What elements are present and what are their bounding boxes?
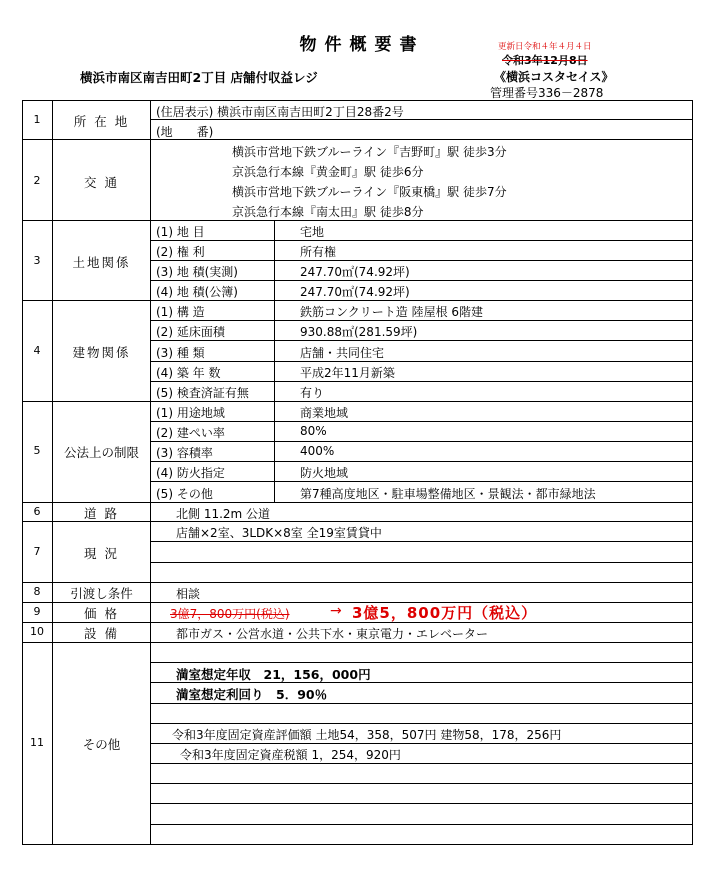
label-legal-restrictions: 公法上の制限 (63, 445, 139, 460)
document-title: 物件概要書 (299, 35, 425, 55)
land-key: (2) 権 利 (156, 245, 205, 259)
property-tax: 令和3年度固定資産税額 1，254，920円 (180, 748, 401, 762)
row-number: 5 (33, 444, 41, 457)
building-value: 鉄筋コンクリート造 陸屋根 6階建 (300, 305, 484, 319)
building-key: (4) 築 年 数 (156, 366, 221, 380)
row-number: 2 (33, 174, 41, 187)
land-value: 所有権 (300, 245, 337, 259)
price-arrow: → (330, 603, 342, 619)
row-number: 6 (33, 505, 41, 518)
legal-key: (1) 用途地域 (156, 406, 225, 420)
new-price: 3億5，800万円（税込） (352, 604, 538, 622)
label-delivery: 引渡し条件 (70, 586, 133, 601)
land-value: 宅地 (300, 225, 325, 239)
row-number: 11 (30, 736, 44, 749)
label-other: その他 (82, 737, 121, 752)
annual-income: 満室想定年収 21，156，000円 (176, 667, 371, 682)
gross-yield: 満室想定利回り 5．90％ (176, 687, 328, 702)
company-name: 《横浜コスタセイス》 (494, 70, 614, 84)
label-road: 道 路 (84, 506, 119, 521)
address-display: (住居表示) 横浜市南区南吉田町2丁目28番2号 (156, 105, 404, 119)
label-building: 建物関係 (72, 345, 131, 360)
delivery-value: 相談 (176, 587, 201, 601)
access-line: 京浜急行本線『南太田』駅 徒歩8分 (232, 205, 424, 219)
row-number: 7 (33, 545, 41, 558)
row-number: 4 (33, 344, 41, 357)
legal-value: 防火地域 (300, 466, 349, 480)
land-key: (4) 地 積(公簿) (156, 285, 238, 299)
building-key: (1) 構 造 (156, 305, 205, 319)
legal-value: 400% (300, 444, 335, 458)
access-line: 京浜急行本線『黄金町』駅 徒歩6分 (232, 165, 424, 179)
old-date: 令和3年12月8日 (502, 54, 588, 67)
row-number: 3 (33, 254, 41, 267)
label-location: 所 在 地 (73, 114, 130, 129)
label-facilities: 設 備 (84, 626, 119, 641)
label-price: 価 格 (84, 606, 119, 621)
access-line: 横浜市営地下鉄ブルーライン『吉野町』駅 徒歩3分 (232, 145, 507, 159)
row-number: 9 (33, 605, 41, 618)
update-date-note: 更新日令和４年４月４日 (498, 42, 592, 52)
building-value: 有り (300, 386, 325, 400)
legal-value: 商業地域 (300, 406, 349, 420)
legal-key: (2) 建ぺい率 (156, 426, 225, 440)
assessed-value: 令和3年度固定資産評価額 土地54，358，507円 建物58，178，256円 (172, 728, 562, 742)
row-number: 1 (33, 113, 41, 126)
land-value: 247.70㎡(74.92坪) (300, 285, 410, 299)
row-number: 10 (30, 625, 44, 638)
label-access: 交 通 (84, 175, 119, 190)
current-status-value: 店舗×2室、3LDK×8室 全19室賃貸中 (176, 526, 382, 540)
access-line: 横浜市営地下鉄ブルーライン『阪東橋』駅 徒歩7分 (232, 185, 507, 199)
old-price: 3億7，800万円(税込) (170, 607, 290, 621)
legal-key: (4) 防火指定 (156, 466, 225, 480)
management-number: 管理番号336－2878 (490, 86, 604, 100)
property-name: 横浜市南区南吉田町2丁目 店舗付収益レジ (80, 70, 318, 85)
building-value: 店舗・共同住宅 (300, 346, 385, 360)
building-key: (5) 検査済証有無 (156, 386, 249, 400)
land-value: 247.70㎡(74.92坪) (300, 265, 410, 279)
building-key: (2) 延床面積 (156, 325, 225, 339)
legal-value: 第7種高度地区・駐車場整備地区・景観法・都市緑地法 (300, 487, 596, 501)
building-key: (3) 種 類 (156, 346, 205, 360)
land-key: (1) 地 目 (156, 225, 205, 239)
building-value: 930.88㎡(281.59坪) (300, 325, 418, 339)
road-value: 北側 11.2m 公道 (176, 507, 271, 521)
legal-key: (5) その他 (156, 487, 213, 501)
legal-key: (3) 容積率 (156, 446, 213, 460)
building-value: 平成2年11月新築 (300, 366, 395, 380)
label-land: 土地関係 (72, 255, 131, 270)
facilities-value: 都市ガス・公営水道・公共下水・東京電力・エレベーター (176, 627, 489, 641)
address-lot: (地 番) (156, 125, 214, 139)
land-key: (3) 地 積(実測) (156, 265, 238, 279)
label-current-status: 現 況 (84, 546, 119, 561)
legal-value: 80% (300, 424, 327, 438)
row-number: 8 (33, 585, 41, 598)
